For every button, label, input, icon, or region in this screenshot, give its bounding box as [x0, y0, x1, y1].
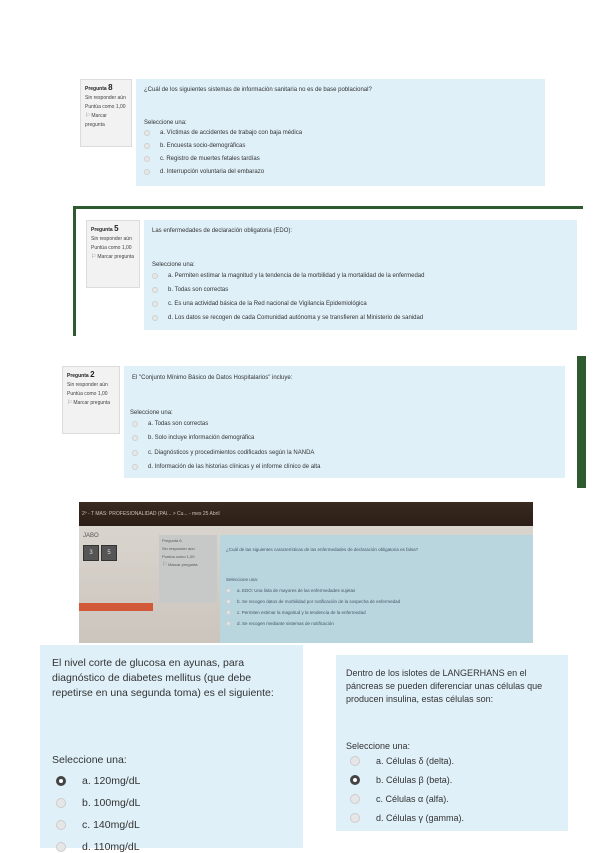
radio-icon[interactable] — [56, 820, 66, 830]
question-info-5 — [86, 220, 140, 288]
radio-icon[interactable] — [144, 143, 150, 149]
answer-option[interactable]: b. Se recogen datos de morbilidad por notificación de la sospecha de enfermedad — [226, 599, 400, 604]
answer-option[interactable]: d. Información de las historias clínicas y el informe clínico de alta — [132, 464, 320, 470]
divider-line — [73, 206, 76, 336]
radio-icon[interactable] — [350, 794, 360, 804]
question-text: El "Conjunto Mínimo Básico de Datos Hospitalarios" incluye: — [132, 375, 293, 381]
select-prompt: Seleccione una: — [152, 262, 195, 268]
answer-option[interactable]: c. Es una actividad básica de la Red nacional de Vigilancia Epidemiológica — [152, 301, 367, 307]
radio-icon[interactable] — [144, 156, 150, 162]
nav-square[interactable]: 5 — [101, 545, 117, 561]
question-text: Las enfermedades de declaración obligatoria (EDO): — [152, 228, 293, 234]
answer-option[interactable]: d. Interrupción voluntaria del embarazo — [144, 169, 264, 175]
answer-option[interactable]: a. Permiten estimar la magnitud y la tendencia de la morbilidad y la mortalidad de la enfermedad — [152, 273, 424, 279]
question-state: Sin responder aún — [91, 236, 132, 242]
flag-icon: ⚐ — [67, 400, 73, 406]
answer-option[interactable]: b. Solo incluye información demográfica — [132, 435, 254, 441]
radio-icon[interactable] — [144, 169, 150, 175]
answer-option[interactable]: a. EDO: Una lista de mayores de las enfermedades sujetas — [226, 588, 355, 593]
question-text: Dentro de los islotes de LANGERHANS en el páncreas se pueden diferenciar unas células que producen insulina, estas células son: — [346, 668, 543, 704]
select-prompt: Seleccione una: — [130, 410, 173, 416]
question-number: Pregunta 2 — [67, 370, 95, 379]
select-prompt: Seleccione una: — [346, 741, 411, 751]
select-prompt: Seleccione una: — [144, 120, 187, 126]
answer-option[interactable]: a. Todas son correctas — [132, 421, 208, 427]
radio-icon[interactable] — [226, 610, 231, 615]
radio-icon[interactable] — [350, 756, 360, 766]
question-state: Sin responder aún — [85, 95, 126, 101]
answer-option[interactable]: b. Células β (beta). — [350, 775, 452, 785]
radio-icon[interactable] — [132, 435, 138, 441]
radio-icon[interactable] — [226, 599, 231, 604]
photo-label: JABO — [83, 533, 99, 539]
question-number: Pregunta 5 — [91, 224, 119, 233]
question-info-2 — [62, 366, 120, 434]
answer-option[interactable]: c. Permiten estimar la magnitud y la tendencia de la enfermedad — [226, 610, 366, 615]
radio-icon[interactable] — [144, 130, 150, 136]
question-card-2 — [124, 366, 565, 478]
question-card-glucosa — [40, 645, 303, 853]
question-text: ¿Cuál de los siguientes sistemas de información sanitaria no es de base poblacional? — [144, 87, 372, 93]
flag-icon: ⚐ — [85, 113, 91, 119]
answer-option[interactable]: b. 100mg/dL — [56, 797, 140, 809]
orange-bar — [79, 603, 153, 611]
flag-question-link[interactable]: ⚐ Marcar pregunta — [162, 562, 198, 568]
answer-option[interactable]: b. Encuesta socio-demográficas — [144, 143, 245, 149]
radio-icon[interactable] — [152, 287, 158, 293]
answer-option[interactable]: c. Registro de muertes fetales tardías — [144, 156, 260, 162]
question-card-5 — [144, 220, 577, 330]
answer-option[interactable]: d. Células γ (gamma). — [350, 813, 464, 823]
question-points: Puntúa como 1,00 — [91, 245, 132, 251]
select-prompt: Seleccione una: — [52, 754, 127, 766]
flag-question-link[interactable]: ⚐ Marcar pregunta — [85, 113, 107, 128]
radio-icon[interactable] — [56, 798, 66, 808]
browser-tab-strip: 2º - T MAS: PROFESIONALIDAD (PAI... > Cu... - mes 25 Abril — [79, 502, 533, 526]
question-text: ¿Cuál de las siguientes características de las enfermedades de declaración obligatoria es falsa? — [226, 547, 419, 552]
flag-question-link[interactable]: ⚐ Marcar pregunta — [67, 400, 111, 406]
question-info-8 — [80, 79, 132, 147]
question-info-6: Pregunta 6 Sin responder aún Puntúa como 1,00 ⚐ Marcar pregunta — [159, 535, 217, 603]
answer-option[interactable]: a. Víctimas de accidentes de trabajo con baja médica — [144, 130, 302, 136]
radio-icon[interactable] — [132, 450, 138, 456]
divider-line — [73, 206, 583, 209]
flag-question-link[interactable]: ⚐ Marcar pregunta — [91, 254, 135, 260]
radio-icon[interactable] — [152, 273, 158, 279]
answer-option[interactable]: c. Células α (alfa). — [350, 794, 449, 804]
screen-photo — [79, 502, 533, 643]
answer-option[interactable]: d. 110mg/dL — [56, 841, 140, 853]
question-state: Sin responder aún — [67, 382, 108, 388]
question-card-langerhans — [336, 655, 568, 831]
nav-square[interactable]: 3 — [83, 545, 99, 561]
flag-icon: ⚐ — [91, 254, 97, 260]
answer-option[interactable]: d. Los datos se recogen de cada Comunidad autónoma y se transfieren al Ministerio de sanidad — [152, 315, 423, 321]
select-prompt: Seleccione una: — [226, 577, 259, 582]
radio-icon[interactable] — [132, 464, 138, 470]
radio-icon[interactable] — [152, 301, 158, 307]
question-number: Pregunta 8 — [85, 83, 113, 92]
radio-icon[interactable] — [152, 315, 158, 321]
question-card-6 — [220, 535, 533, 643]
radio-icon[interactable] — [132, 421, 138, 427]
answer-option[interactable]: c. 140mg/dL — [56, 819, 140, 831]
radio-icon[interactable] — [350, 813, 360, 823]
question-points: Puntúa como 1,00 — [67, 391, 108, 397]
divider-line — [577, 356, 586, 488]
radio-icon[interactable] — [56, 842, 66, 852]
answer-option[interactable]: c. Diagnósticos y procedimientos codificados según la NANDA — [132, 450, 314, 456]
answer-option[interactable]: d. Se recogen mediante sistemas de notificación — [226, 621, 334, 626]
answer-option[interactable]: b. Todas son correctas — [152, 287, 228, 293]
radio-selected-icon[interactable] — [56, 776, 66, 786]
question-points: Puntúa como 1,00 — [85, 104, 126, 110]
flag-icon: ⚐ — [162, 562, 168, 568]
radio-icon[interactable] — [226, 621, 231, 626]
answer-option[interactable]: a. Células δ (delta). — [350, 756, 454, 766]
radio-icon[interactable] — [226, 588, 231, 593]
question-card-8 — [136, 79, 545, 186]
answer-option[interactable]: a. 120mg/dL — [56, 775, 140, 787]
radio-selected-icon[interactable] — [350, 775, 360, 785]
question-text: El nivel corte de glucosa en ayunas, para diagnóstico de diabetes mellitus (que debe repetirse en una segunda toma) es el siguiente: — [52, 657, 274, 699]
